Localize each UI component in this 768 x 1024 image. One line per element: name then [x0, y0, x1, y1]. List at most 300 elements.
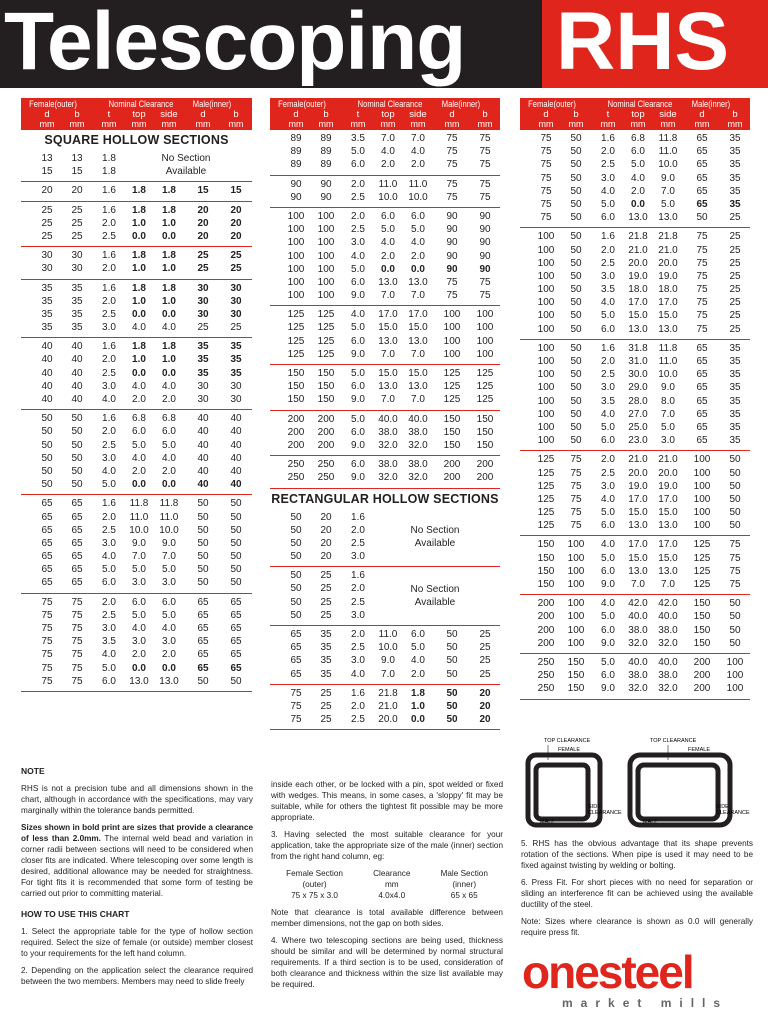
table-cell: 50	[290, 524, 302, 536]
table-cell: 4.0	[601, 598, 615, 610]
table-cell: 65	[230, 609, 242, 621]
table-row	[270, 276, 500, 289]
table-cell: 100	[287, 276, 305, 288]
table-cell: 50	[446, 687, 458, 699]
table-cell: 2.0	[381, 250, 395, 262]
table-cell: 9.0	[381, 655, 395, 667]
note-title: NOTE	[21, 766, 45, 776]
table-cell: 4.0	[601, 297, 615, 309]
table-cell: 38.0	[658, 624, 678, 636]
top-clearance-label-2: TOP CLEARANCE	[650, 738, 697, 744]
table-cell: 0.0	[132, 662, 146, 674]
table-cell: 100	[537, 382, 555, 394]
table-row	[21, 511, 252, 524]
table-cell: 2.0	[102, 295, 116, 307]
table-cell: 100	[317, 224, 335, 236]
table-cell: 65	[197, 636, 209, 648]
no-section-note	[380, 524, 490, 550]
table-cell: 100	[567, 579, 585, 590]
table-cell: 13.0	[658, 565, 678, 577]
table-cell: 125	[693, 579, 711, 590]
table-cell: 5.0	[601, 611, 615, 623]
table-cell: 25	[197, 322, 209, 334]
table-cell: 25	[41, 230, 53, 242]
table-cell: 100	[537, 270, 555, 282]
table-cell: 25	[479, 655, 491, 667]
table-cell: 2.0	[102, 354, 116, 366]
table-row	[270, 439, 500, 452]
table-cell: 35	[729, 421, 741, 433]
table-cell: 25	[729, 323, 741, 335]
table-cell: 3.0	[661, 435, 675, 447]
table-cell: 11.8	[658, 133, 678, 144]
table-row	[520, 519, 750, 532]
table-cell: 4.0	[102, 394, 116, 405]
header-col-b: b	[323, 109, 329, 120]
table-cell: 65	[41, 537, 53, 549]
table-cell: 50	[570, 435, 582, 447]
table-cell: 65	[197, 609, 209, 621]
table-row	[21, 662, 252, 675]
no-section-line-2: Available	[414, 596, 456, 608]
table-cell: 200	[537, 624, 555, 636]
table-cell: 2.5	[102, 439, 116, 451]
table-cell: 65	[41, 564, 53, 576]
table-cell: 100	[443, 348, 461, 360]
table-cell: 50	[290, 570, 302, 582]
table-cell: 10.0	[658, 159, 678, 171]
table-row	[270, 628, 500, 641]
table-cell: 125	[476, 381, 494, 393]
header-unit: mm	[694, 119, 710, 129]
table-cell: 75	[696, 270, 708, 282]
male-rect	[638, 765, 718, 819]
header-unit: mm	[69, 119, 85, 129]
table-row	[21, 576, 252, 589]
table-cell: 35	[230, 367, 242, 379]
row-group	[520, 536, 750, 595]
table-cell: 75	[540, 198, 552, 210]
table-cell: 40	[41, 380, 53, 392]
table-cell: 250	[537, 670, 555, 682]
table-cell: 150	[537, 552, 555, 564]
table-cell: 65	[71, 577, 83, 589]
table-cell: 1.0	[162, 263, 176, 275]
table-cell: 50	[729, 493, 741, 505]
table-cell: 13.0	[408, 276, 428, 288]
table-cell: 100	[287, 263, 305, 275]
table-cell: 21.0	[658, 244, 678, 256]
table-row	[21, 635, 252, 648]
table-cell: 21.8	[378, 687, 398, 699]
row-group	[270, 411, 500, 457]
table-cell: 150	[317, 368, 335, 379]
table-cell: 75	[479, 290, 491, 302]
table-cell: 50	[570, 172, 582, 184]
header-unit: mm	[161, 119, 177, 129]
table-cell: 50	[446, 714, 458, 726]
table-cell: 125	[537, 480, 555, 492]
table-cell: 50	[446, 629, 458, 640]
table-cell: 31.8	[628, 342, 648, 354]
header-unit: mm	[477, 119, 493, 129]
table-cell: 2.0	[162, 649, 176, 661]
table-cell: 5.0	[162, 609, 176, 621]
table-cell: 0.0	[132, 230, 146, 242]
table-cell: 10.0	[408, 191, 428, 203]
table-cell: 40.0	[408, 413, 428, 425]
header-col-side: side	[409, 109, 427, 120]
table-cell: 5.0	[351, 322, 365, 334]
table-cell: 25	[197, 263, 209, 275]
table-cell: 100	[443, 335, 461, 347]
table-row	[270, 335, 500, 348]
table-cell: 250	[287, 472, 305, 484]
header-female: Female(outer)	[278, 99, 326, 110]
table-cell: 50	[197, 577, 209, 589]
table-cell: 25.0	[628, 421, 648, 433]
header-col-d: d	[543, 109, 549, 120]
table-row	[520, 309, 750, 322]
table-cell: 65	[696, 382, 708, 394]
table-row	[21, 550, 252, 563]
table-cell: 50	[446, 700, 458, 712]
table-cell: 13	[71, 153, 83, 164]
male-label-2: MALE	[643, 819, 658, 825]
table-cell: 15.0	[658, 507, 678, 519]
table-row	[21, 439, 252, 452]
table-cell: 50	[570, 257, 582, 269]
table-row	[21, 321, 252, 334]
table-cell: 3.0	[351, 655, 365, 667]
table-cell: 50	[71, 465, 83, 477]
table-row	[21, 537, 252, 550]
table-cell: 18.0	[658, 284, 678, 296]
table-cell: 7.0	[411, 133, 425, 144]
table-cell: 50	[230, 564, 242, 576]
table-cell: 17.0	[628, 297, 648, 309]
table-cell: 100	[567, 611, 585, 623]
table-cell: 20.0	[658, 467, 678, 479]
table-cell: 65	[696, 408, 708, 420]
table-cell: 2.0	[601, 244, 615, 256]
table-cell: 32.0	[658, 683, 678, 695]
table-cell: 150	[443, 426, 461, 438]
table-cell: 1.6	[601, 231, 615, 243]
table-row	[21, 609, 252, 622]
table-cell: 25	[729, 270, 741, 282]
table-cell: 30	[230, 380, 242, 392]
table-cell: 21.0	[628, 244, 648, 256]
table-cell: 30	[197, 295, 209, 307]
table-cell: 6.0	[162, 426, 176, 438]
table-cell: 2.0	[162, 394, 176, 405]
table-cell: 100	[537, 297, 555, 309]
table-cell: 75	[570, 507, 582, 519]
table-cell: 20	[197, 230, 209, 242]
table-cell: 4.0	[351, 250, 365, 262]
table-cell: 75	[71, 636, 83, 648]
table-cell: 50	[197, 675, 209, 687]
table-cell: 2.5	[601, 467, 615, 479]
header-col-b: b	[573, 109, 579, 120]
table-cell: 32.0	[408, 439, 428, 451]
table-cell: 150	[537, 539, 555, 551]
table-cell: 50	[729, 624, 741, 636]
table-cell: 50	[71, 439, 83, 451]
table-cell: 100	[317, 263, 335, 275]
table-cell: 2.0	[631, 185, 645, 197]
table-cell: 100	[443, 309, 461, 321]
table-cell: 6.0	[601, 435, 615, 447]
banner-title: Telescoping	[4, 0, 466, 87]
table-cell: 9.0	[351, 439, 365, 451]
table-cell: 100	[537, 231, 555, 243]
table-cell: 15.0	[628, 552, 648, 564]
row-group	[270, 130, 500, 176]
table-cell: 75	[290, 714, 302, 726]
table-cell: 125	[287, 348, 305, 360]
table-cell: 65	[696, 146, 708, 158]
table-cell: 13.0	[408, 381, 428, 393]
table-cell: 4.0	[162, 322, 176, 334]
table-cell: 100	[317, 210, 335, 222]
table-row	[520, 172, 750, 185]
table-cell: 90	[446, 237, 458, 249]
table-row	[270, 178, 500, 191]
table-cell: 3.0	[162, 636, 176, 648]
table-cell: 50	[570, 159, 582, 171]
table-row	[520, 538, 750, 551]
table-row	[21, 425, 252, 438]
table-cell: 7.0	[132, 551, 146, 563]
table-row	[21, 393, 252, 406]
table-row	[21, 596, 252, 609]
row-group	[270, 456, 500, 488]
table-cell: 150	[567, 683, 585, 695]
table-cell: 1.8	[132, 341, 146, 353]
header-col-side: side	[659, 109, 677, 120]
table-cell: 75	[41, 623, 53, 634]
table-cell: 13.0	[129, 675, 149, 687]
banner-accent-title: RHS	[556, 0, 730, 87]
table-row	[270, 569, 500, 582]
howto-step-4: 4. Where two telescoping sections are being used, thickness should be similar and will be determined by normal structural requirements. If a third section is to be used, consideration of both clearance and thickness within the size list available may be required.	[271, 936, 503, 989]
table-row	[520, 624, 750, 637]
table-cell: 50	[570, 421, 582, 433]
table-cell: 35	[320, 629, 332, 640]
table-cell: 125	[317, 335, 335, 347]
table-cell: 50	[197, 564, 209, 576]
table-cell: 3.0	[601, 382, 615, 394]
table-cell: 17.0	[408, 309, 428, 321]
header-unit: mm	[195, 119, 211, 129]
table-cell: 50	[570, 310, 582, 322]
table-cell: 50	[570, 244, 582, 256]
note-p2-bold: Sizes shown in bold print are sizes that provide a clearance of less than 2.0mm.	[21, 823, 253, 843]
table-cell: 30	[41, 250, 53, 262]
table-cell: 65	[696, 185, 708, 197]
table-row	[21, 262, 252, 275]
table-cell: 35	[729, 356, 741, 367]
table-cell: 75	[479, 133, 491, 144]
table-cell: 3.5	[601, 284, 615, 296]
table-cell: 20	[479, 714, 491, 726]
row-group	[21, 182, 252, 201]
table-cell: 50	[290, 609, 302, 621]
table-cell: 150	[693, 637, 711, 649]
table-cell: 13.0	[159, 675, 179, 687]
header-unit: mm	[350, 119, 366, 129]
table-cell: 7.0	[411, 348, 425, 360]
table-cell: 150	[443, 413, 461, 425]
table-cell: 40	[230, 426, 242, 438]
table-cell: 125	[317, 309, 335, 321]
table-cell: 6.0	[351, 335, 365, 347]
table-cell: 50	[197, 524, 209, 536]
table-cell: 7.0	[411, 290, 425, 302]
header-col-t: t	[107, 109, 111, 120]
table-cell: 25	[729, 297, 741, 309]
table-row	[270, 250, 500, 263]
table-cell: 35	[729, 395, 741, 407]
table-cell: 21.8	[658, 231, 678, 243]
table-cell: 50	[570, 185, 582, 197]
table-cell: 25	[41, 204, 53, 216]
table-cell: 11.0	[159, 511, 179, 523]
table-cell: 10.0	[658, 369, 678, 381]
table-cell: 38.0	[408, 426, 428, 438]
table-cell: 20	[320, 537, 332, 549]
table-cell: 4.0	[132, 452, 146, 464]
table-cell: 100	[537, 284, 555, 296]
table-cell: 100	[693, 493, 711, 505]
table-cell: 0.0	[162, 479, 176, 491]
table-cell: 2.5	[601, 257, 615, 269]
table-cell: 3.0	[132, 636, 146, 648]
table-cell: 2.0	[132, 465, 146, 477]
table-cell: 4.0	[132, 380, 146, 392]
table-cell: 100	[567, 565, 585, 577]
table-row	[270, 321, 500, 334]
table-row	[520, 368, 750, 381]
notes-column-1	[21, 762, 253, 993]
section-title: RECTANGULAR HOLLOW SECTIONS	[271, 491, 499, 506]
table-cell: 25	[320, 570, 332, 582]
table-cell: 50	[570, 342, 582, 354]
table-cell: 75	[570, 467, 582, 479]
table-cell: 65	[230, 649, 242, 661]
table-row	[270, 393, 500, 406]
table-cell: 35	[729, 435, 741, 447]
table-cell: 40	[197, 413, 209, 425]
table-cell: 13.0	[628, 565, 648, 577]
table-cell: 150	[317, 394, 335, 406]
table-cell: 125	[537, 454, 555, 466]
table-cell: 75	[479, 146, 491, 158]
table-cell: 2.0	[351, 629, 365, 640]
table-cell: 11.0	[129, 511, 149, 523]
table-cell: 125	[537, 467, 555, 479]
table-cell: 200	[317, 413, 335, 425]
table-cell: 1.8	[102, 166, 116, 178]
table-cell: 4.0	[601, 493, 615, 505]
table-cell: 200	[287, 413, 305, 425]
table-cell: 25	[479, 629, 491, 640]
header-col-d: d	[200, 109, 206, 120]
table-cell: 35	[729, 172, 741, 184]
table-cell: 125	[693, 552, 711, 564]
table-cell: 150	[567, 670, 585, 682]
example-female	[286, 868, 343, 901]
table-cell: 13.0	[628, 212, 648, 224]
table-cell: 75	[446, 159, 458, 171]
table-cell: 7.0	[411, 394, 425, 406]
table-row	[21, 184, 252, 197]
table-cell: 6.8	[162, 413, 176, 425]
table-cell: 1.8	[132, 250, 146, 262]
table-cell: 20.0	[628, 467, 648, 479]
table-cell: 9.0	[351, 290, 365, 302]
table-cell: 200	[537, 637, 555, 649]
table-cell: 50	[71, 413, 83, 425]
table-cell: 29.0	[628, 382, 648, 394]
table-cell: 6.0	[601, 670, 615, 682]
table-cell: 5.0	[351, 413, 365, 425]
table-cell: 1.0	[162, 295, 176, 307]
table-cell: 100	[567, 637, 585, 649]
table-cell: 6.0	[601, 323, 615, 335]
table-row	[21, 230, 252, 243]
table-cell: 50	[729, 598, 741, 610]
table-cell: 5.0	[102, 564, 116, 576]
table-cell: 0.0	[162, 662, 176, 674]
table-cell: 40	[230, 413, 242, 425]
table-cell: 25	[729, 212, 741, 224]
no-section-note	[380, 583, 490, 609]
table-cell: 5.0	[601, 198, 615, 210]
header-col-t: t	[356, 109, 360, 120]
table-cell: 7.0	[381, 394, 395, 406]
example-male-sub: (inner)	[452, 880, 477, 889]
table-cell: 6.0	[601, 212, 615, 224]
table-cell: 2.5	[351, 642, 365, 654]
table-cell: 1.6	[351, 511, 365, 523]
table-row	[270, 458, 500, 471]
table-cell: 25	[320, 609, 332, 621]
table-cell: 150	[287, 368, 305, 379]
header-col-d: d	[293, 109, 299, 120]
table-cell: 65	[696, 172, 708, 184]
table-cell: 50	[729, 637, 741, 649]
table-cell: 1.6	[102, 413, 116, 425]
example-male	[441, 868, 488, 901]
table-cell: 2.0	[132, 649, 146, 661]
table-cell: 90	[290, 178, 302, 190]
table-cell: 50	[570, 408, 582, 420]
title-banner	[0, 0, 768, 88]
table-cell: 100	[537, 310, 555, 322]
table-cell: 100	[693, 507, 711, 519]
table-cell: 40	[230, 452, 242, 464]
table-cell: 7.0	[381, 668, 395, 680]
table-cell: 65	[71, 524, 83, 536]
table-row	[270, 687, 500, 700]
header-col-top: top	[132, 109, 146, 120]
howto-step-6: 6. Press Fit. For short pieces with no need for separation or sliding an interference fit can be achieved using the available ductility of the steel.	[521, 878, 753, 909]
table-cell: 100	[726, 670, 744, 682]
table-cell: 0.0	[381, 263, 395, 275]
